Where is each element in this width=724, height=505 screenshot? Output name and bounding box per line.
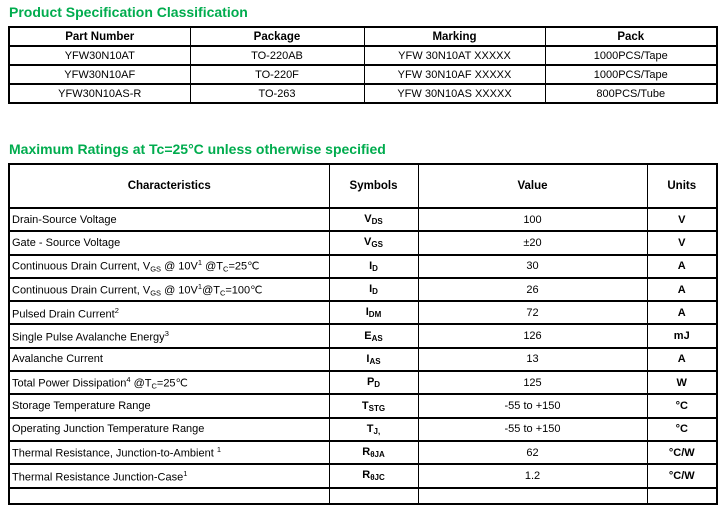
characteristic-text: Pulsed Drain Current [12, 308, 115, 321]
pack-cell: 800PCS/Tube [545, 84, 717, 103]
value-cell: 62 [418, 441, 647, 464]
symbol-base: E [364, 329, 372, 342]
characteristic-cell [9, 441, 329, 464]
symbol-subscript: D [372, 263, 378, 273]
symbol-cell [329, 255, 418, 278]
symbol-base: I [366, 352, 370, 365]
characteristic-cell [9, 394, 329, 417]
symbol-cell [329, 278, 418, 301]
subscript-text: GS [150, 264, 162, 274]
symbol-subscript: AS [369, 356, 381, 366]
value-cell: 1.2 [418, 464, 647, 487]
ratings-table-body [9, 208, 717, 504]
units-cell: A [647, 348, 717, 371]
symbol-base: P [366, 376, 375, 389]
characteristic-cell [9, 348, 329, 371]
characteristic-text: Operating Junction Temperature Range [12, 423, 205, 436]
table-row [9, 84, 717, 103]
column-header-marking: Marking [364, 27, 545, 46]
symbol-subscript: D [374, 380, 381, 390]
units-cell: A [647, 278, 717, 301]
table-row [9, 208, 717, 231]
superscript-note: 1 [197, 281, 203, 291]
ratings-table-header-row [9, 164, 717, 208]
part-number-cell: YFW30N10AS-R [9, 84, 190, 103]
symbol-cell [329, 371, 418, 394]
symbol-base: T [361, 399, 369, 412]
symbol-subscript: GS [371, 240, 383, 250]
characteristic-cell [9, 418, 329, 441]
section1-title: Product Specification Classification [9, 4, 248, 20]
superscript-note: 4 [126, 374, 131, 384]
characteristic-text: =25℃ [228, 260, 260, 273]
package-cell: TO-263 [190, 84, 364, 103]
units-cell: mJ [647, 324, 717, 347]
symbol-subscript: DM [368, 310, 382, 320]
superscript-note: 3 [164, 328, 169, 338]
pack-cell: 1000PCS/Tape [545, 46, 717, 65]
characteristic-text: @ 10V [161, 260, 198, 273]
symbol-cell [329, 394, 418, 417]
characteristic-text: Continuous Drain Current, V [12, 260, 151, 273]
characteristic-text: Total Power Dissipation [12, 377, 127, 390]
characteristic-cell [9, 464, 329, 487]
symbol-cell [329, 324, 418, 347]
value-cell: 72 [418, 301, 647, 324]
characteristic-text: Storage Temperature Range [12, 400, 151, 413]
characteristic-cell [9, 301, 329, 324]
value-cell: 26 [418, 278, 647, 301]
value-cell: -55 to +150 [418, 418, 647, 441]
symbol-cell [329, 301, 418, 324]
symbol-subscript: θJC [370, 473, 385, 483]
table-row [9, 231, 717, 254]
empty-cell [647, 488, 717, 504]
value-cell: ±20 [418, 231, 647, 254]
part-number-cell: YFW30N10AT [9, 46, 190, 65]
column-header-pack: Pack [545, 27, 717, 46]
marking-cell: YFW 30N10AS XXXXX [364, 84, 545, 103]
symbol-base: V [364, 236, 372, 249]
units-cell: V [647, 208, 717, 231]
empty-cell [418, 488, 647, 504]
value-cell: 125 [418, 371, 647, 394]
empty-cell [9, 488, 329, 504]
characteristic-cell [9, 208, 329, 231]
characteristic-text: @ 10V [161, 284, 198, 297]
symbol-base: T [366, 422, 374, 435]
value-cell: 30 [418, 255, 647, 278]
value-cell: -55 to +150 [418, 394, 647, 417]
marking-cell: YFW 30N10AF XXXXX [364, 65, 545, 84]
table-row [9, 441, 717, 464]
subscript-text: C [219, 288, 226, 298]
symbol-cell [329, 418, 418, 441]
symbol-cell [329, 464, 418, 487]
units-cell: A [647, 301, 717, 324]
table-row [9, 301, 717, 324]
column-header-characteristics: Characteristics [9, 164, 329, 208]
superscript-note: 1 [197, 258, 203, 268]
units-cell: A [647, 255, 717, 278]
characteristic-text: Thermal Resistance Junction-Case [12, 471, 184, 484]
section2-title: Maximum Ratings at Tc=25°C unless otherwise specified [9, 141, 386, 157]
column-header-value: Value [418, 164, 647, 208]
characteristic-text: =100℃ [225, 284, 263, 297]
part-number-cell: YFW30N10AF [9, 65, 190, 84]
characteristic-text: Single Pulse Avalanche Energy [12, 331, 165, 344]
empty-cell [329, 488, 418, 504]
symbol-subscript: D [372, 287, 378, 297]
characteristic-text: Thermal Resistance, Junction-to-Ambient [12, 447, 217, 460]
table-row [9, 394, 717, 417]
table-row [9, 278, 717, 301]
symbol-base: V [364, 213, 372, 226]
characteristic-cell [9, 231, 329, 254]
part-table-header-row [9, 27, 717, 46]
symbol-cell [329, 208, 418, 231]
symbol-cell [329, 441, 418, 464]
characteristic-text: @T [130, 377, 152, 390]
characteristic-text: @T [202, 260, 224, 273]
symbol-base: I [365, 306, 369, 319]
table-row-clipped [9, 488, 717, 504]
characteristic-cell [9, 255, 329, 278]
symbol-subscript: AS [371, 333, 383, 343]
table-row [9, 46, 717, 65]
value-cell: 126 [418, 324, 647, 347]
units-cell: °C/W [647, 441, 717, 464]
characteristic-text: Drain-Source Voltage [12, 213, 117, 226]
characteristic-cell [9, 371, 329, 394]
units-cell: °C [647, 394, 717, 417]
symbol-base: R [362, 469, 371, 482]
package-cell: TO-220F [190, 65, 364, 84]
table-row [9, 65, 717, 84]
characteristic-text: Gate - Source Voltage [12, 236, 121, 249]
table-row [9, 255, 717, 278]
marking-cell: YFW 30N10AT XXXXX [364, 46, 545, 65]
symbol-cell [329, 348, 418, 371]
units-cell: °C/W [647, 464, 717, 487]
column-header-part-number: Part Number [9, 27, 190, 46]
column-header-symbols: Symbols [329, 164, 418, 208]
subscript-text: C [223, 264, 229, 274]
table-row [9, 348, 717, 371]
table-row [9, 324, 717, 347]
symbol-base: I [369, 259, 373, 272]
part-table [8, 26, 718, 104]
column-header-units: Units [647, 164, 717, 208]
symbol-subscript: θJA [370, 450, 385, 460]
symbol-base: R [362, 446, 371, 459]
subscript-text: GS [150, 288, 162, 298]
value-cell: 100 [418, 208, 647, 231]
characteristic-text: @T [202, 284, 220, 297]
table-row [9, 464, 717, 487]
symbol-subscript: STG [368, 403, 386, 413]
symbol-cell [329, 231, 418, 254]
ratings-table [8, 163, 718, 505]
units-cell: V [647, 231, 717, 254]
characteristic-text: =25℃ [156, 377, 188, 390]
symbol-base: I [369, 283, 373, 296]
part-table-body [9, 46, 717, 103]
symbol-subscript: DS [371, 217, 383, 227]
superscript-note: 2 [114, 305, 119, 315]
pack-cell: 1000PCS/Tape [545, 65, 717, 84]
column-header-package: Package [190, 27, 364, 46]
characteristic-text: Avalanche Current [12, 353, 103, 366]
units-cell: °C [647, 418, 717, 441]
subscript-text: C [151, 381, 157, 391]
characteristic-cell [9, 324, 329, 347]
table-row [9, 418, 717, 441]
superscript-note: 1 [216, 445, 221, 455]
superscript-note: 1 [183, 468, 188, 478]
characteristic-text: Continuous Drain Current, V [12, 284, 151, 297]
characteristic-cell [9, 278, 329, 301]
units-cell: W [647, 371, 717, 394]
symbol-subscript: J, [373, 426, 381, 436]
table-row [9, 371, 717, 394]
value-cell: 13 [418, 348, 647, 371]
package-cell: TO-220AB [190, 46, 364, 65]
